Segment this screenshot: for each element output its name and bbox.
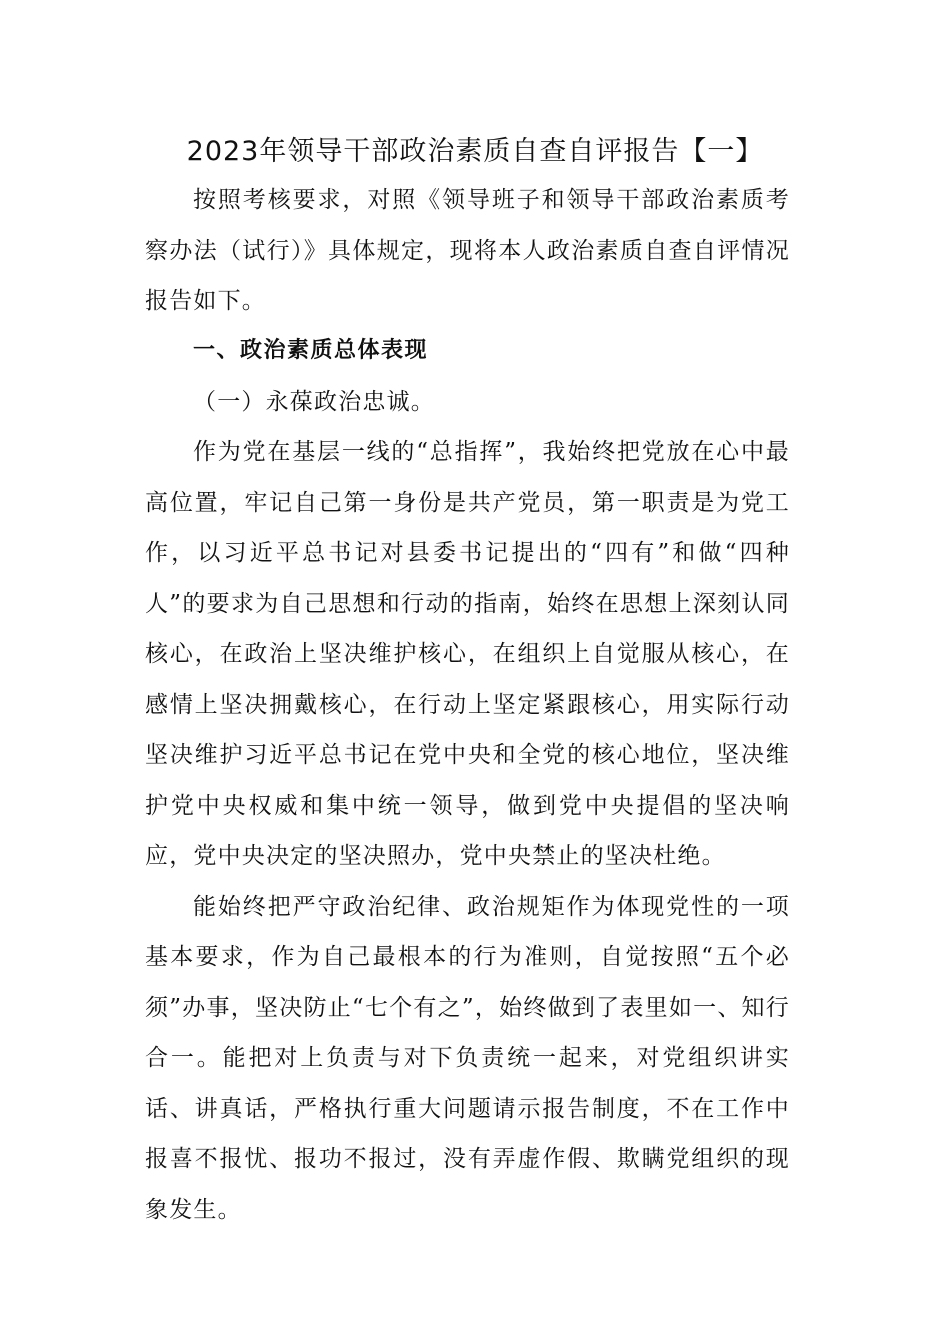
document-title: 2023年领导干部政治素质自查自评报告【一】 bbox=[186, 136, 764, 167]
intro-paragraph: 按照考核要求，对照《领导班子和领导干部政治素质考察办法（试行）》具体规定，现将本人政治素质自查自评情况报告如下。 bbox=[145, 187, 790, 314]
subsection-heading: （一）永葆政治忠诚。 bbox=[193, 388, 435, 415]
body-paragraph: 能始终把严守政治纪律、政治规矩作为体现党性的一项基本要求，作为自己最根本的行为准则，自觉按照“五个必须”办事，坚决防止“七个有之”，始终做到了表里如一、知行合一。能把对上负责与对下负责统一起来，对党组织讲实话、讲真话，严格执行重大问题请示报告制度，不在工作中报喜不报忧、报功不报过，没有弄虚作假、欺瞒党组织的现象发生。 bbox=[145, 893, 790, 1223]
intro-block bbox=[145, 175, 790, 327]
body-paragraph: 作为党在基层一线的“总指挥”，我始终把党放在心中最高位置，牢记自己第一身份是共产党员，第一职责是为党工作，以习近平总书记对县委书记提出的“四有”和做“四种人”的要求为自己思想和行动的指南，始终在思想上深刻认同核心，在政治上坚决维护核心，在组织上自觉服从核心，在感情上坚决拥戴核心，在行动上坚定紧跟核心，用实际行动坚决维护习近平总书记在党中央和全党的核心地位，坚决维护党中央权威和集中统一领导，做到党中央提倡的坚决响应，党中央决定的坚决照办，党中央禁止的坚决杜绝。 bbox=[145, 439, 790, 869]
section-heading: 一、政治素质总体表现 bbox=[193, 338, 429, 363]
section-block bbox=[145, 326, 790, 1235]
